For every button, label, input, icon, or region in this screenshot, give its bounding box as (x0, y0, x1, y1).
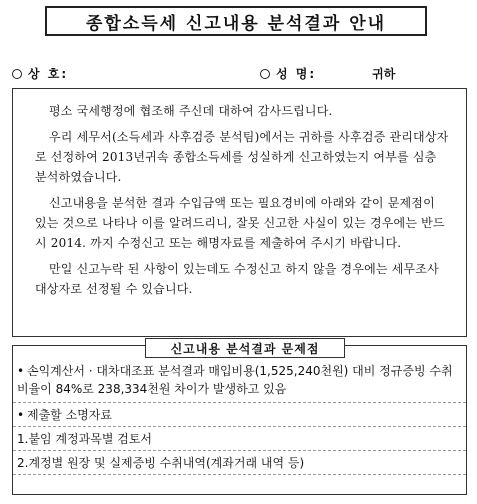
body-paragraph-3: 신고내용을 분석한 결과 수입금액 또는 필요경비에 아래와 같이 문제점이 있는 것으로 나타나 이를 알려드리니, 잘못 신고한 사실이 있는 경우에는 반드시 2014. 까지 수정신고 또는 해명자료를 제출하여 주시기 바랍니다. (35, 196, 445, 250)
section-title: 신고내용 분석결과 문제점 (170, 341, 320, 356)
divider (13, 402, 466, 403)
divider (13, 474, 466, 475)
business-name-label: 상 호: (28, 67, 69, 81)
body-paragraph-4: 만일 신고누락 된 사항이 있는데도 수정신고 하지 않을 경우에는 세무조사 대상자로 선정될 수 있습니다. (35, 262, 439, 296)
dot-bullet-icon: • (17, 408, 25, 422)
divider (13, 426, 466, 427)
person-name-field (260, 65, 395, 82)
notice-title: 종합소득세 신고내용 분석결과 안내 (85, 13, 387, 34)
person-name-value: 귀하 (372, 67, 396, 81)
documents-heading-text: 제출할 소명자료 (27, 408, 112, 422)
recipient-row (12, 65, 467, 83)
document-item: 2.계정별 원장 및 실제증빙 수취내역(계좌거래 내역 등) (17, 456, 305, 470)
circle-bullet-icon (260, 69, 270, 79)
divider (13, 450, 466, 451)
finding-text: 손익계산서 · 대차대조표 분석결과 매입비용(1,525,240천원) 대비 정규증빙 수취비율이 84%로 238,334천원 차이가 발생하고 있음 (17, 364, 453, 396)
analysis-finding (17, 362, 462, 398)
analysis-section (12, 341, 467, 495)
notice-body (12, 88, 467, 337)
person-name-label: 성 명: (276, 67, 317, 81)
dot-bullet-icon: • (17, 364, 25, 378)
body-paragraph-2: 우리 세무서(소득세과 사후검증 분석팀)에서는 귀하를 사후검증 관리대상자로 선정하여 2013년귀속 종합소득세를 성실하게 신고하였는지 여부를 심층 분석하였습니다. (35, 130, 449, 184)
document-item: 1.붙임 계정과목별 검토서 (17, 432, 152, 446)
business-name-field (12, 65, 124, 82)
title-box (45, 6, 427, 36)
documents-heading (17, 406, 112, 423)
body-paragraph-1: 평소 국세행정에 협조해 주신데 대하여 감사드립니다. (49, 104, 333, 118)
circle-bullet-icon (12, 69, 22, 79)
section-title-box (145, 338, 345, 358)
